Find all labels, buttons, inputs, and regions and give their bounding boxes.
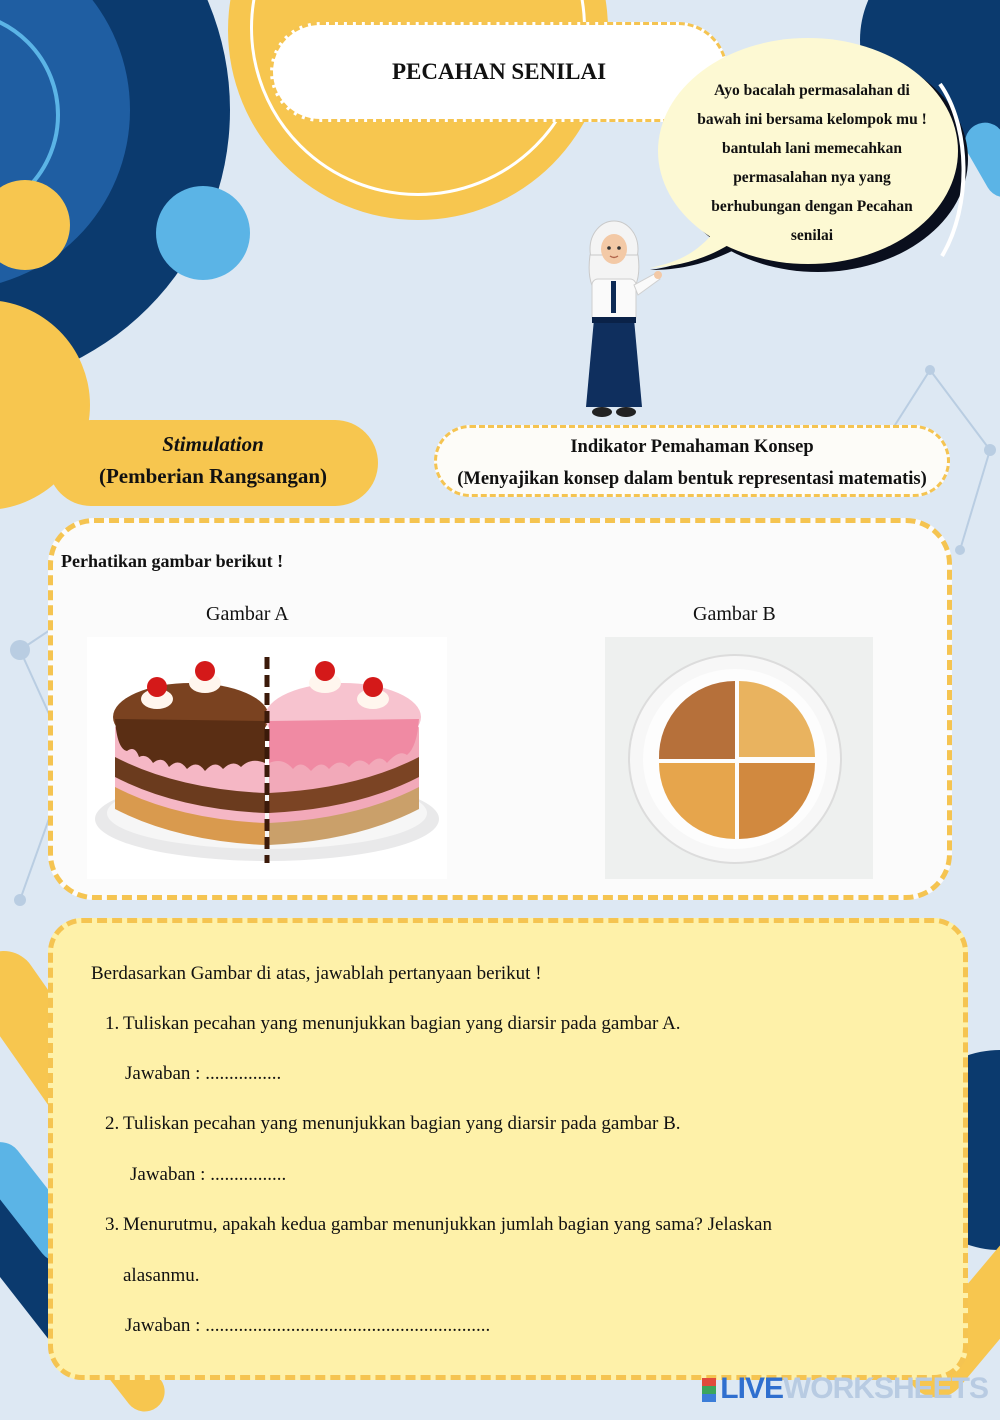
cake-image-a: [87, 637, 447, 879]
student-illustration: [570, 215, 670, 420]
question-3-number: 3.: [105, 1214, 120, 1235]
speech-line: bawah ini bersama kelompok mu !: [697, 111, 927, 128]
question-1-text: Tuliskan pecahan yang menunjukkan bagian yang diarsir pada gambar A.: [123, 1013, 681, 1034]
bg-dot-lightblue: [156, 186, 250, 280]
logo-live: LIVE: [720, 1372, 783, 1405]
images-card: [48, 518, 952, 900]
stimulation-title: Stimulation: [162, 432, 264, 456]
questions-box: [48, 918, 968, 1380]
question-2-text: Tuliskan pecahan yang menunjukkan bagian yang diarsir pada gambar B.: [123, 1113, 681, 1134]
speech-line: senilai: [790, 227, 834, 244]
speech-bubble: [658, 38, 958, 264]
question-1-number: 1.: [105, 1013, 120, 1034]
logo-worksheets: WORKSHEETS: [782, 1372, 988, 1405]
question-3-text-line1: Menurutmu, apakah kedua gambar menunjukkan jumlah bagian yang sama? Jelaskan: [123, 1214, 772, 1235]
stimulation-subtitle: (Pemberian Rangsangan): [98, 464, 328, 488]
question-3-answer[interactable]: Jawaban : ............................................................: [125, 1315, 491, 1336]
indicator-box: [434, 425, 950, 497]
speech-line: bantulah lani memecahkan: [721, 140, 902, 157]
images-instruction: Perhatikan gambar berikut !: [61, 551, 284, 571]
page-title-box: [270, 22, 728, 122]
page-title: PECAHAN SENILAI: [391, 59, 607, 84]
liveworksheets-logo: [702, 1372, 988, 1406]
question-2-number: 2.: [105, 1113, 120, 1134]
speech-line: permasalahan nya yang: [733, 169, 891, 186]
question-1-answer[interactable]: Jawaban : ................: [125, 1063, 282, 1084]
questions-intro: Berdasarkan Gambar di atas, jawablah pertanyaan berikut !: [91, 963, 542, 984]
label-gambar-b: Gambar B: [693, 603, 776, 625]
label-gambar-a: Gambar A: [206, 603, 289, 625]
stimulation-badge: [48, 420, 378, 506]
indicator-title: Indikator Pemahaman Konsep: [570, 437, 814, 457]
cake-image-b: [605, 637, 873, 879]
question-3-text-line2: alasanmu.: [123, 1265, 200, 1286]
liveworksheets-icon: [702, 1378, 716, 1402]
speech-line: berhubungan dengan Pecahan: [711, 198, 913, 215]
speech-line: Ayo bacalah permasalahan di: [714, 82, 910, 99]
question-2-answer[interactable]: Jawaban : ................: [130, 1164, 287, 1185]
bubble-accent-stroke: [930, 76, 980, 266]
indicator-subtitle: (Menyajikan konsep dalam bentuk representasi matematis): [457, 469, 927, 489]
